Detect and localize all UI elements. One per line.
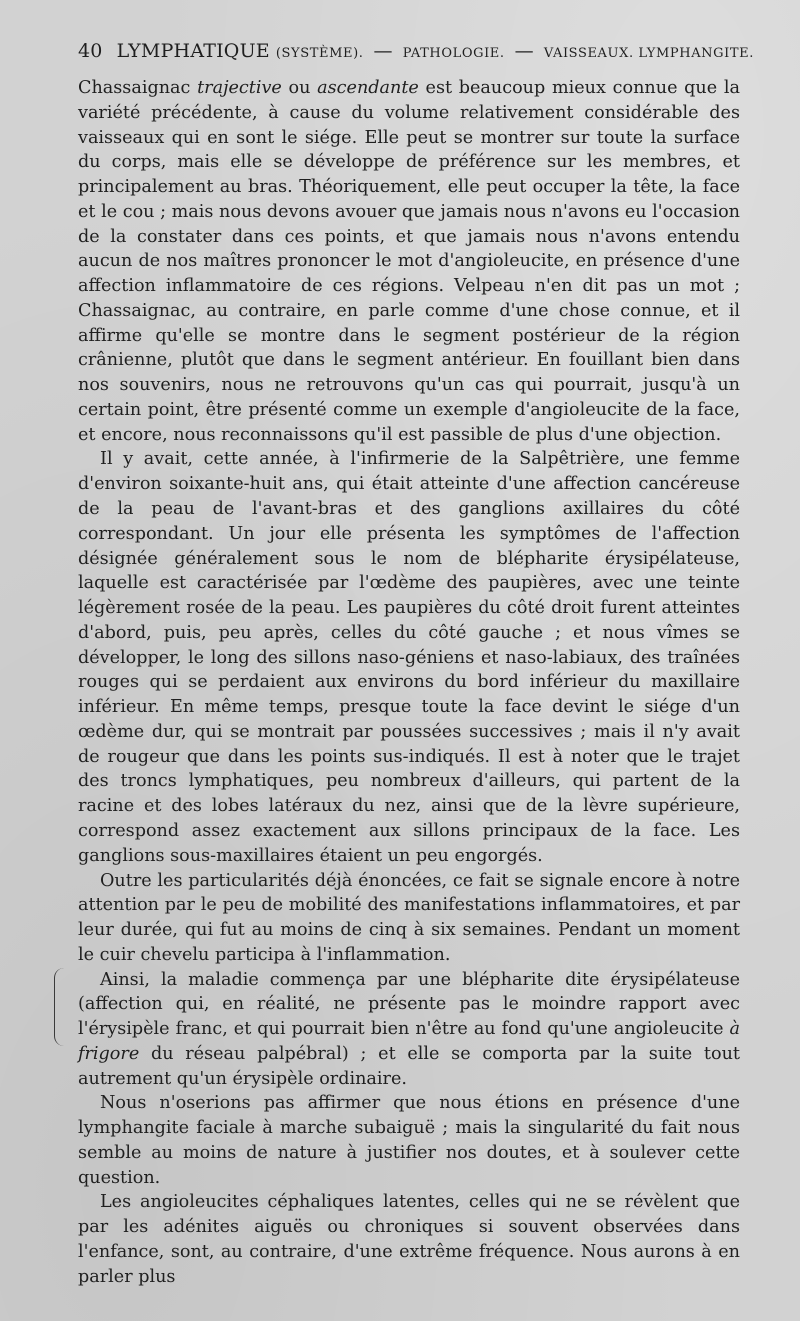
running-head-title: LYMPHATIQUE xyxy=(116,40,270,62)
text-run: est beaucoup mieux connue que la variété précédente, à cause du volume relativement considérable des vaisseaux qui en sont le siége. Elle peut se montrer sur toute la surface du corps, mais elle se développe de préférence sur les membres, et principalement au bras. Théoriquement, elle peut occuper la tête, la face et le cou ; mais nous devons avouer que jamais nous n'avons eu l'occasion de la constater dans ces points, et que jamais nous n'avons entendu aucun de nos maîtres prononcer le mot d'angioleucite, en présence d'une affection inflammatoire de ces régions. Velpeau n'en dit pas un mot ; Chassaignac, au contraire, en parle comme d'une chose connue, et il affirme qu'elle se montre dans le segment postérieur de la région crânienne, plutôt que dans le segment antérieur. En fouillant bien dans nos souvenirs, nous ne retrouvons qu'un cas qui pourrait, jusqu'à un certain point, être présenté comme un exemple d'angioleucite de la face, et encore, nous reconnaissons qu'il est passible de plus d'une objection. xyxy=(78,78,740,445)
text-run: Outre les particularités déjà énoncées, ce fait se signale encore à notre attention par le peu de mobilité des manifestations inflammatoires, et par leur durée, qui fut au moins de cinq à six semaines. Pendant un moment le cuir chevelu participa à l'inflammation. xyxy=(78,870,740,965)
text-run: Chassaignac xyxy=(78,78,198,98)
running-head-section: PATHOLOGIE. xyxy=(402,46,505,61)
margin-bracket-mark xyxy=(54,968,69,1046)
text-run: ou xyxy=(281,78,318,98)
body-text xyxy=(78,76,740,1290)
text-run: Nous n'oserions pas affirmer que nous étions en présence d'une lymphangite faciale à marche subaiguë ; mais la singularité du fait nous semble au moins de nature à justifier nos doutes, et à soulever cette question. xyxy=(78,1093,740,1188)
running-head-separator: — xyxy=(373,40,393,62)
page-number: 40 xyxy=(78,40,103,62)
italic-run: à frigore xyxy=(78,1019,740,1064)
running-head xyxy=(78,40,754,72)
italic-run: trajective xyxy=(197,78,282,98)
paragraph-2 xyxy=(78,447,740,868)
paragraph-1 xyxy=(78,76,740,447)
text-run: Ainsi, la maladie commença par une blépharite dite érysipélateuse (affection qui, en réalité, ne présente pas le moindre rapport avec l'érysipèle franc, et qui pourrait bien n'être au fond qu'une angioleucite xyxy=(78,969,740,1040)
text-run: du réseau palpébral) ; et elle se comporta par la suite tout autrement qu'un érysipèle ordinaire. xyxy=(78,1043,740,1089)
paragraph-3 xyxy=(78,869,740,968)
text-run: Il y avait, cette année, à l'infirmerie de la Salpêtrière, une femme d'environ soixante-huit ans, qui était atteinte d'une affection cancéreuse de la peau de l'avant-bras et des ganglions axillaires du côté correspondant. Un jour elle présenta les symptômes de l'affection désignée généralement sous le nom de blépharite érysipélateuse, laquelle est caractérisée par l'œdème des paupières, avec une teinte légèrement rosée de la peau. Les paupières du côté droit furent atteintes d'abord, puis, peu après, celles du côté gauche ; et nous vîmes se développer, le long des sillons naso-géniens et naso-labiaux, des traînées rouges qui se perdaient aux environs du bord inférieur du maxillaire inférieur. En même temps, presque toute la face devint le siége d'un œdème dur, qui se montrait par poussées successives ; mais il n'y avait de rougeur que dans les points sus-indiqués. Il est à noter que le trajet des troncs lymphatiques, peu nombreux d'ailleurs, qui partent de la racine et des lobes latéraux du nez, ainsi que de la lèvre supérieure, correspond assez exactement aux sillons principaux de la face. Les ganglions sous-maxillaires étaient un peu engorgés. xyxy=(78,449,740,866)
running-head-subsection: VAISSEAUX. LYMPHANGITE. xyxy=(543,46,754,61)
running-head-separator: — xyxy=(514,40,534,62)
italic-run: ascendante xyxy=(317,78,419,98)
text-run: Les angioleucites céphaliques latentes, celles qui ne se révèlent que par les adénites aiguës ou chroniques si souvent observées dans l'enfance, sont, au contraire, d'une extrême fréquence. Nous aurons à en parler plus xyxy=(78,1192,740,1287)
paragraph-5 xyxy=(78,1091,740,1190)
paragraph-6 xyxy=(78,1190,740,1289)
running-head-system: (SYSTÈME). xyxy=(275,46,364,61)
paragraph-4 xyxy=(78,968,740,1092)
